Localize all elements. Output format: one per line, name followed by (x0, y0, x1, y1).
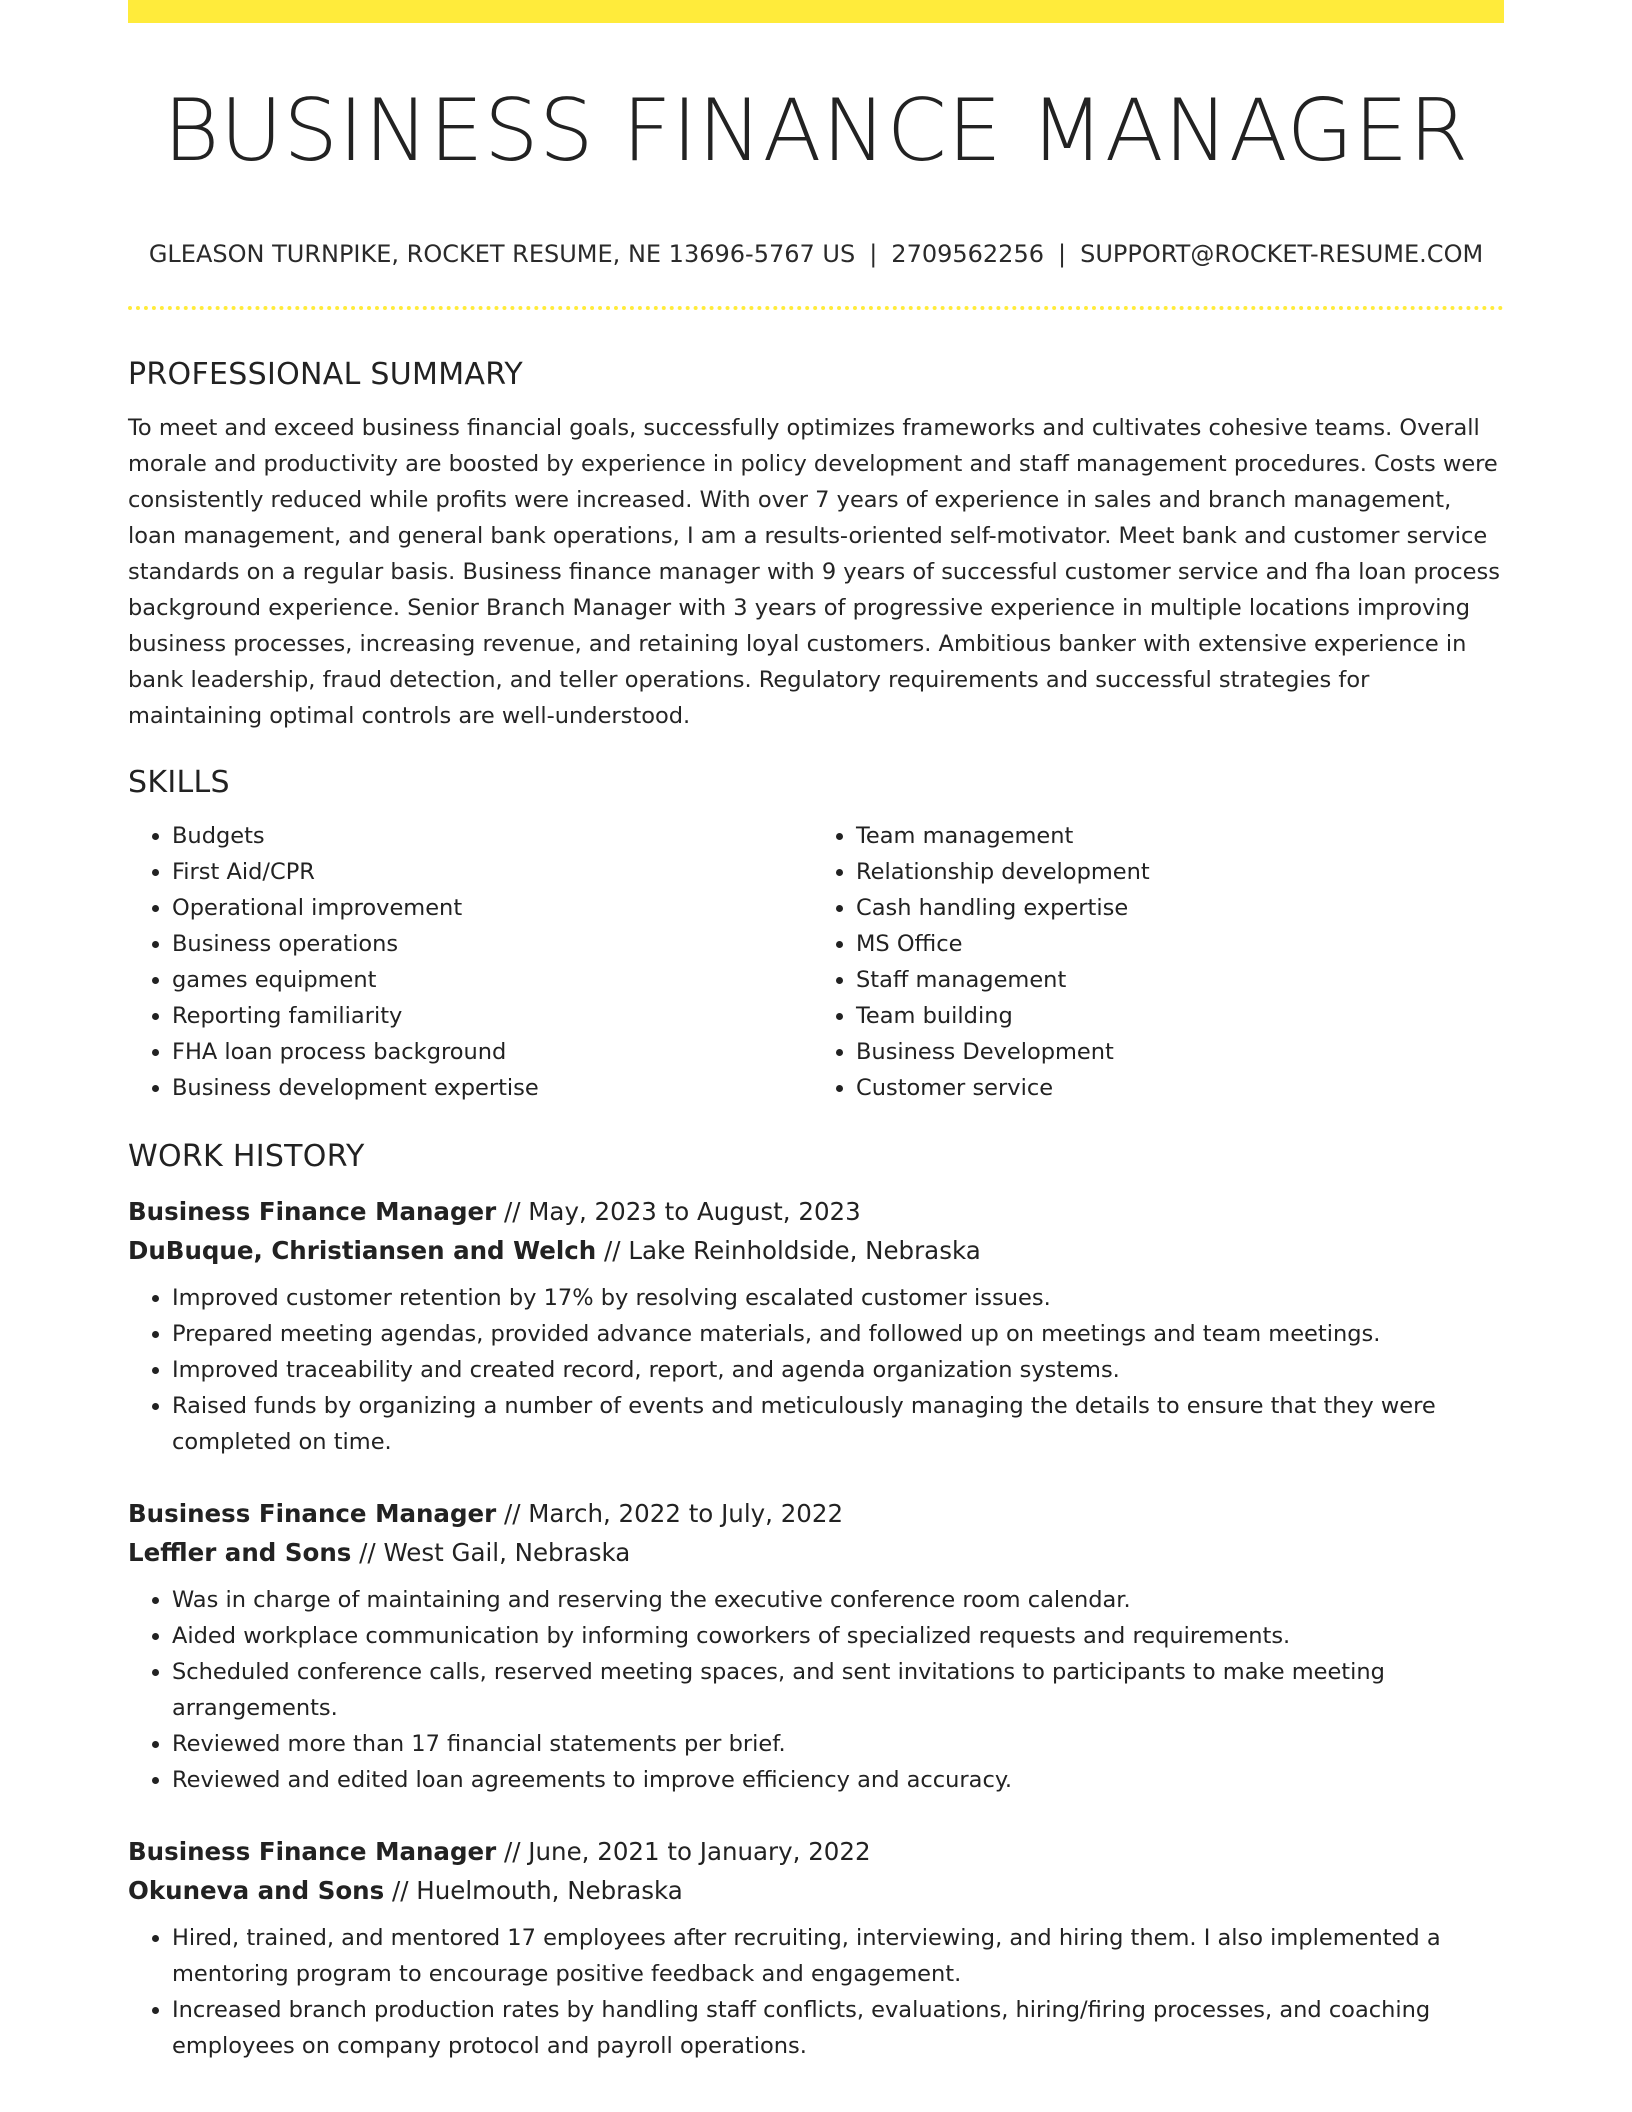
contact-separator: | (1058, 240, 1067, 268)
skills-list-right (812, 818, 1496, 1106)
job-location: // West Gail, Nebraska (359, 1538, 631, 1567)
skill-item: • FHA loan process background (172, 1034, 812, 1070)
resume-title: BUSINESS FINANCE MANAGER (163, 81, 1469, 181)
contact-address: GLEASON TURNPIKE, ROCKET RESUME, NE 13696-5767 US (148, 240, 856, 268)
job-title: Business Finance Manager (128, 1837, 497, 1866)
job-company-line (128, 1871, 1504, 1910)
skill-item: • Customer service (856, 1070, 1496, 1106)
skill-item: • Business development expertise (172, 1070, 812, 1106)
job-dates: // June, 2021 to January, 2022 (504, 1837, 871, 1866)
skill-item: • Budgets (172, 818, 812, 854)
job-company-line (128, 1231, 1504, 1270)
dotted-divider (128, 306, 1504, 310)
job-company: DuBuque, Christiansen and Welch (128, 1236, 597, 1265)
skill-item: • Staff management (856, 962, 1496, 998)
job-bullet: • Aided workplace communication by informing coworkers of specialized requests and requirements. (172, 1618, 1504, 1654)
skills-list-left (128, 818, 812, 1106)
job-bullet: • Hired, trained, and mentored 17 employees after recruiting, interviewing, and hiring them. I also implemented a mentoring program to encourage positive feedback and engagement. (172, 1920, 1504, 1992)
job-bullet: • Was in charge of maintaining and reserving the executive conference room calendar. (172, 1582, 1504, 1618)
job-bullet: • Scheduled conference calls, reserved meeting spaces, and sent invitations to participants to make meeting arrangements. (172, 1654, 1504, 1726)
job-bullet: • Prepared meeting agendas, provided advance materials, and followed up on meetings and team meetings. (172, 1316, 1504, 1352)
skill-item: • Cash handling expertise (856, 890, 1496, 926)
job-title-line (128, 1192, 1504, 1231)
job-company-line (128, 1533, 1504, 1572)
skill-item: • Reporting familiarity (172, 998, 812, 1034)
job-title: Business Finance Manager (128, 1499, 497, 1528)
job-bullets (128, 1280, 1504, 1460)
job-company: Okuneva and Sons (128, 1876, 385, 1905)
skill-item: • Team management (856, 818, 1496, 854)
job-bullets (128, 1582, 1504, 1798)
job-location: // Lake Reinholdside, Nebraska (604, 1236, 981, 1265)
skills-heading: SKILLS (128, 765, 230, 800)
summary-section (128, 350, 1504, 734)
accent-top-bar (128, 0, 1504, 23)
job-company: Leffler and Sons (128, 1538, 352, 1567)
job-bullet: • Improved customer retention by 17% by resolving escalated customer issues. (172, 1280, 1504, 1316)
skills-columns (128, 818, 1504, 1106)
job-title-line (128, 1494, 1504, 1533)
skill-item: • First Aid/CPR (172, 854, 812, 890)
job-dates: // March, 2022 to July, 2022 (504, 1499, 844, 1528)
skill-item: • Business Development (856, 1034, 1496, 1070)
job-bullet: • Raised funds by organizing a number of events and meticulously managing the details to ensure that they were completed on time. (172, 1388, 1504, 1460)
contact-email: SUPPORT@ROCKET-RESUME.COM (1080, 240, 1484, 268)
skill-item: • Team building (856, 998, 1496, 1034)
contact-phone: 2709562256 (891, 240, 1044, 268)
job-title: Business Finance Manager (128, 1197, 497, 1226)
job-entry (128, 1832, 1504, 2064)
job-location: // Huelmouth, Nebraska (392, 1876, 683, 1905)
work-history-section (128, 1132, 1504, 2064)
skill-item: • Relationship development (856, 854, 1496, 890)
job-bullet: • Improved traceability and created record, report, and agenda organization systems. (172, 1352, 1504, 1388)
skill-item: • Operational improvement (172, 890, 812, 926)
job-bullet: • Increased branch production rates by handling staff conflicts, evaluations, hiring/firing processes, and coaching employees on company protocol and payroll operations. (172, 1992, 1504, 2064)
job-entry (128, 1192, 1504, 1460)
job-bullet: • Reviewed and edited loan agreements to improve efficiency and accuracy. (172, 1762, 1504, 1798)
skill-item: • MS Office (856, 926, 1496, 962)
skills-section (128, 758, 1504, 1106)
job-dates: // May, 2023 to August, 2023 (504, 1197, 861, 1226)
summary-text: To meet and exceed business financial goals, successfully optimizes frameworks and cultivates cohesive teams. Overall morale and productivity are boosted by experience in policy development and staff management procedures. Costs were consistently reduced while profits were increased. With over 7 years of experience in sales and branch management, loan management, and general bank operations, I am a results-oriented self-motivator. Meet bank and customer service standards on a regular basis. Business finance manager with 9 years of successful customer service and fha loan process background experience. Senior Branch Manager with 3 years of progressive experience in multiple locations improving business processes, increasing revenue, and retaining loyal customers. Ambitious banker with extensive experience in bank leadership, fraud detection, and teller operations. Regulatory requirements and successful strategies for maintaining optimal controls are well-understood. (128, 415, 1500, 729)
job-entry (128, 1494, 1504, 1798)
job-bullets (128, 1920, 1504, 2064)
job-bullet: • Reviewed more than 17 financial statements per brief. (172, 1726, 1504, 1762)
contact-separator: | (869, 240, 878, 268)
job-title-line (128, 1832, 1504, 1871)
work-history-heading: WORK HISTORY (128, 1139, 365, 1174)
skill-item: • games equipment (172, 962, 812, 998)
contact-line (128, 236, 1504, 272)
resume-content (128, 350, 1504, 2064)
skill-item: • Business operations (172, 926, 812, 962)
summary-heading: PROFESSIONAL SUMMARY (128, 357, 524, 392)
